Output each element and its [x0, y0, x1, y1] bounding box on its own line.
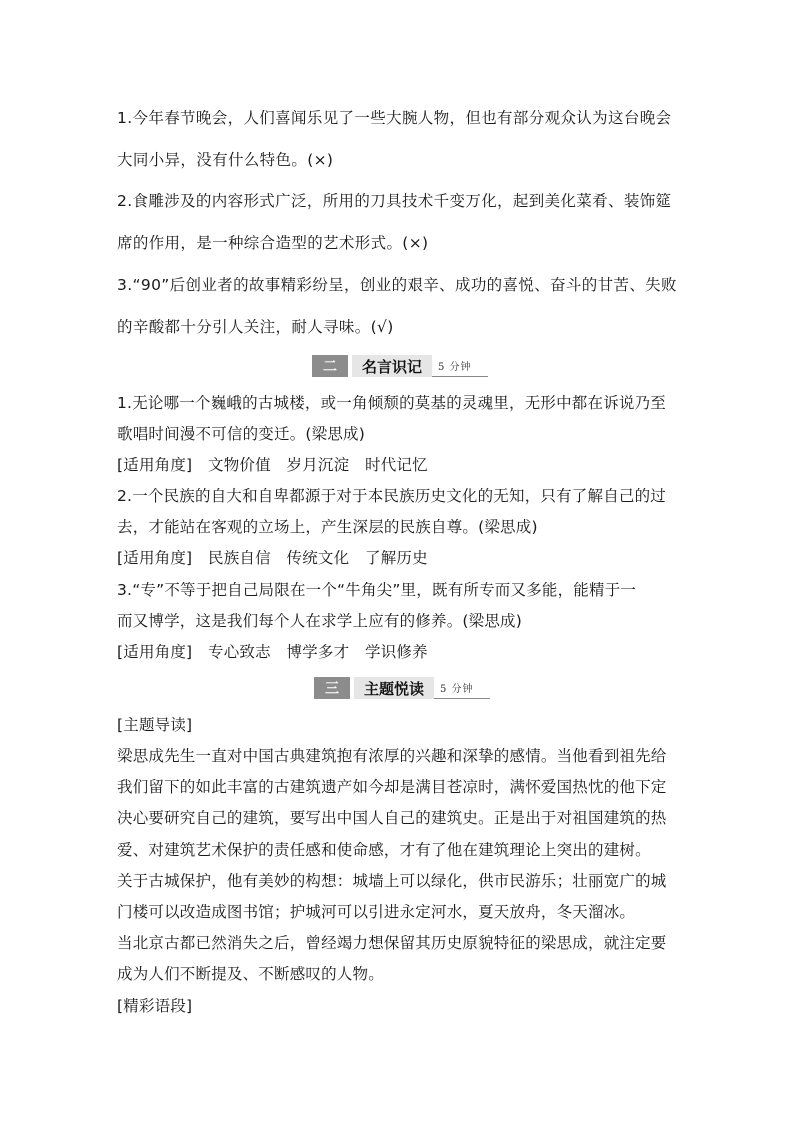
quote-2-line-1: 2.一个民族的自大和自卑都源于对于本民族历史文化的无知，只有了解自己的过	[117, 487, 666, 505]
item-3-line-1: 3.“90”后创业者的故事精彩纷呈，创业的艰辛、成功的喜悦、奋斗的甘苦、失败	[117, 276, 677, 294]
item-1-line-2: 大同小异，没有什么特色。(×)	[117, 151, 334, 169]
guide-heading: [主题导读]	[117, 716, 193, 734]
section-time: 5 分钟	[434, 677, 490, 699]
section-number: 二	[312, 355, 348, 377]
paragraph-line-1: 梁思成先生一直对中国古典建筑抱有浓厚的兴趣和深挚的感情。当他看到祖先给	[117, 747, 667, 765]
item-2-line-2: 席的作用，是一种综合造型的艺术形式。(×)	[117, 234, 429, 252]
quote-1-usage: [适用角度] 文物价值 岁月沉淀 时代记忆	[117, 456, 428, 474]
quote-2-line-2: 去，才能站在客观的立场上，产生深层的民族自尊。(梁思成)	[117, 518, 538, 536]
item-3-line-2: 的辛酸都十分引人关注，耐人寻味。(√)	[117, 318, 394, 336]
paragraph-line-5: 关于古城保护，他有美妙的构想：城墙上可以绿化，供市民游乐；壮丽宽广的城	[117, 872, 667, 890]
section-title: 名言识记	[348, 355, 432, 377]
paragraph-line-8: 成为人们不断提及、不断感叹的人物。	[117, 965, 384, 983]
paragraph-line-4: 爱、对建筑艺术保护的责任感和使命感，才有了他在建筑理论上突出的建树。	[117, 841, 651, 859]
section-header-reading	[314, 677, 490, 699]
paragraph-line-6: 门楼可以改造成图书馆；护城河可以引进永定河水，夏天放舟，冬天溜冰。	[117, 903, 636, 921]
highlight-heading: [精彩语段]	[117, 997, 193, 1015]
section-title: 主题悦读	[350, 677, 434, 699]
paragraph-line-2: 我们留下的如此丰富的古建筑遗产如今却是满目苍凉时，满怀爱国热忱的他下定	[117, 778, 667, 796]
paragraph-line-7: 当北京古都已然消失之后，曾经竭力想保留其历史原貌特征的梁思成，就注定要	[117, 934, 667, 952]
section-header-quotes	[312, 355, 488, 377]
quote-3-line-2: 而又博学，这是我们每个人在求学上应有的修养。(梁思成)	[117, 612, 522, 630]
quote-3-line-1: 3.“专”不等于把自己局限在一个“牛角尖”里，既有所专而又多能，能精于一	[117, 581, 637, 599]
quote-1-line-2: 歌唱时间漫不可信的变迁。(梁思成)	[117, 425, 365, 443]
section-time: 5 分钟	[432, 355, 488, 377]
quote-1-line-1: 1.无论哪一个巍峨的古城楼，或一角倾颓的莫基的灵魂里，无形中都在诉说乃至	[117, 394, 666, 412]
quote-2-usage: [适用角度] 民族自信 传统文化 了解历史	[117, 549, 428, 567]
item-2-line-1: 2.食雕涉及的内容形式广泛，所用的刀具技术千变万化，起到美化菜肴、装饰筵	[117, 192, 672, 210]
paragraph-line-3: 决心要研究自己的建筑，要写出中国人自己的建筑史。正是出于对祖国建筑的热	[117, 809, 667, 827]
section-number: 三	[314, 677, 350, 699]
item-1-line-1: 1.今年春节晚会，人们喜闻乐见了一些大腕人物，但也有部分观众认为这台晚会	[117, 109, 672, 127]
quote-3-usage: [适用角度] 专心致志 博学多才 学识修养	[117, 643, 428, 661]
